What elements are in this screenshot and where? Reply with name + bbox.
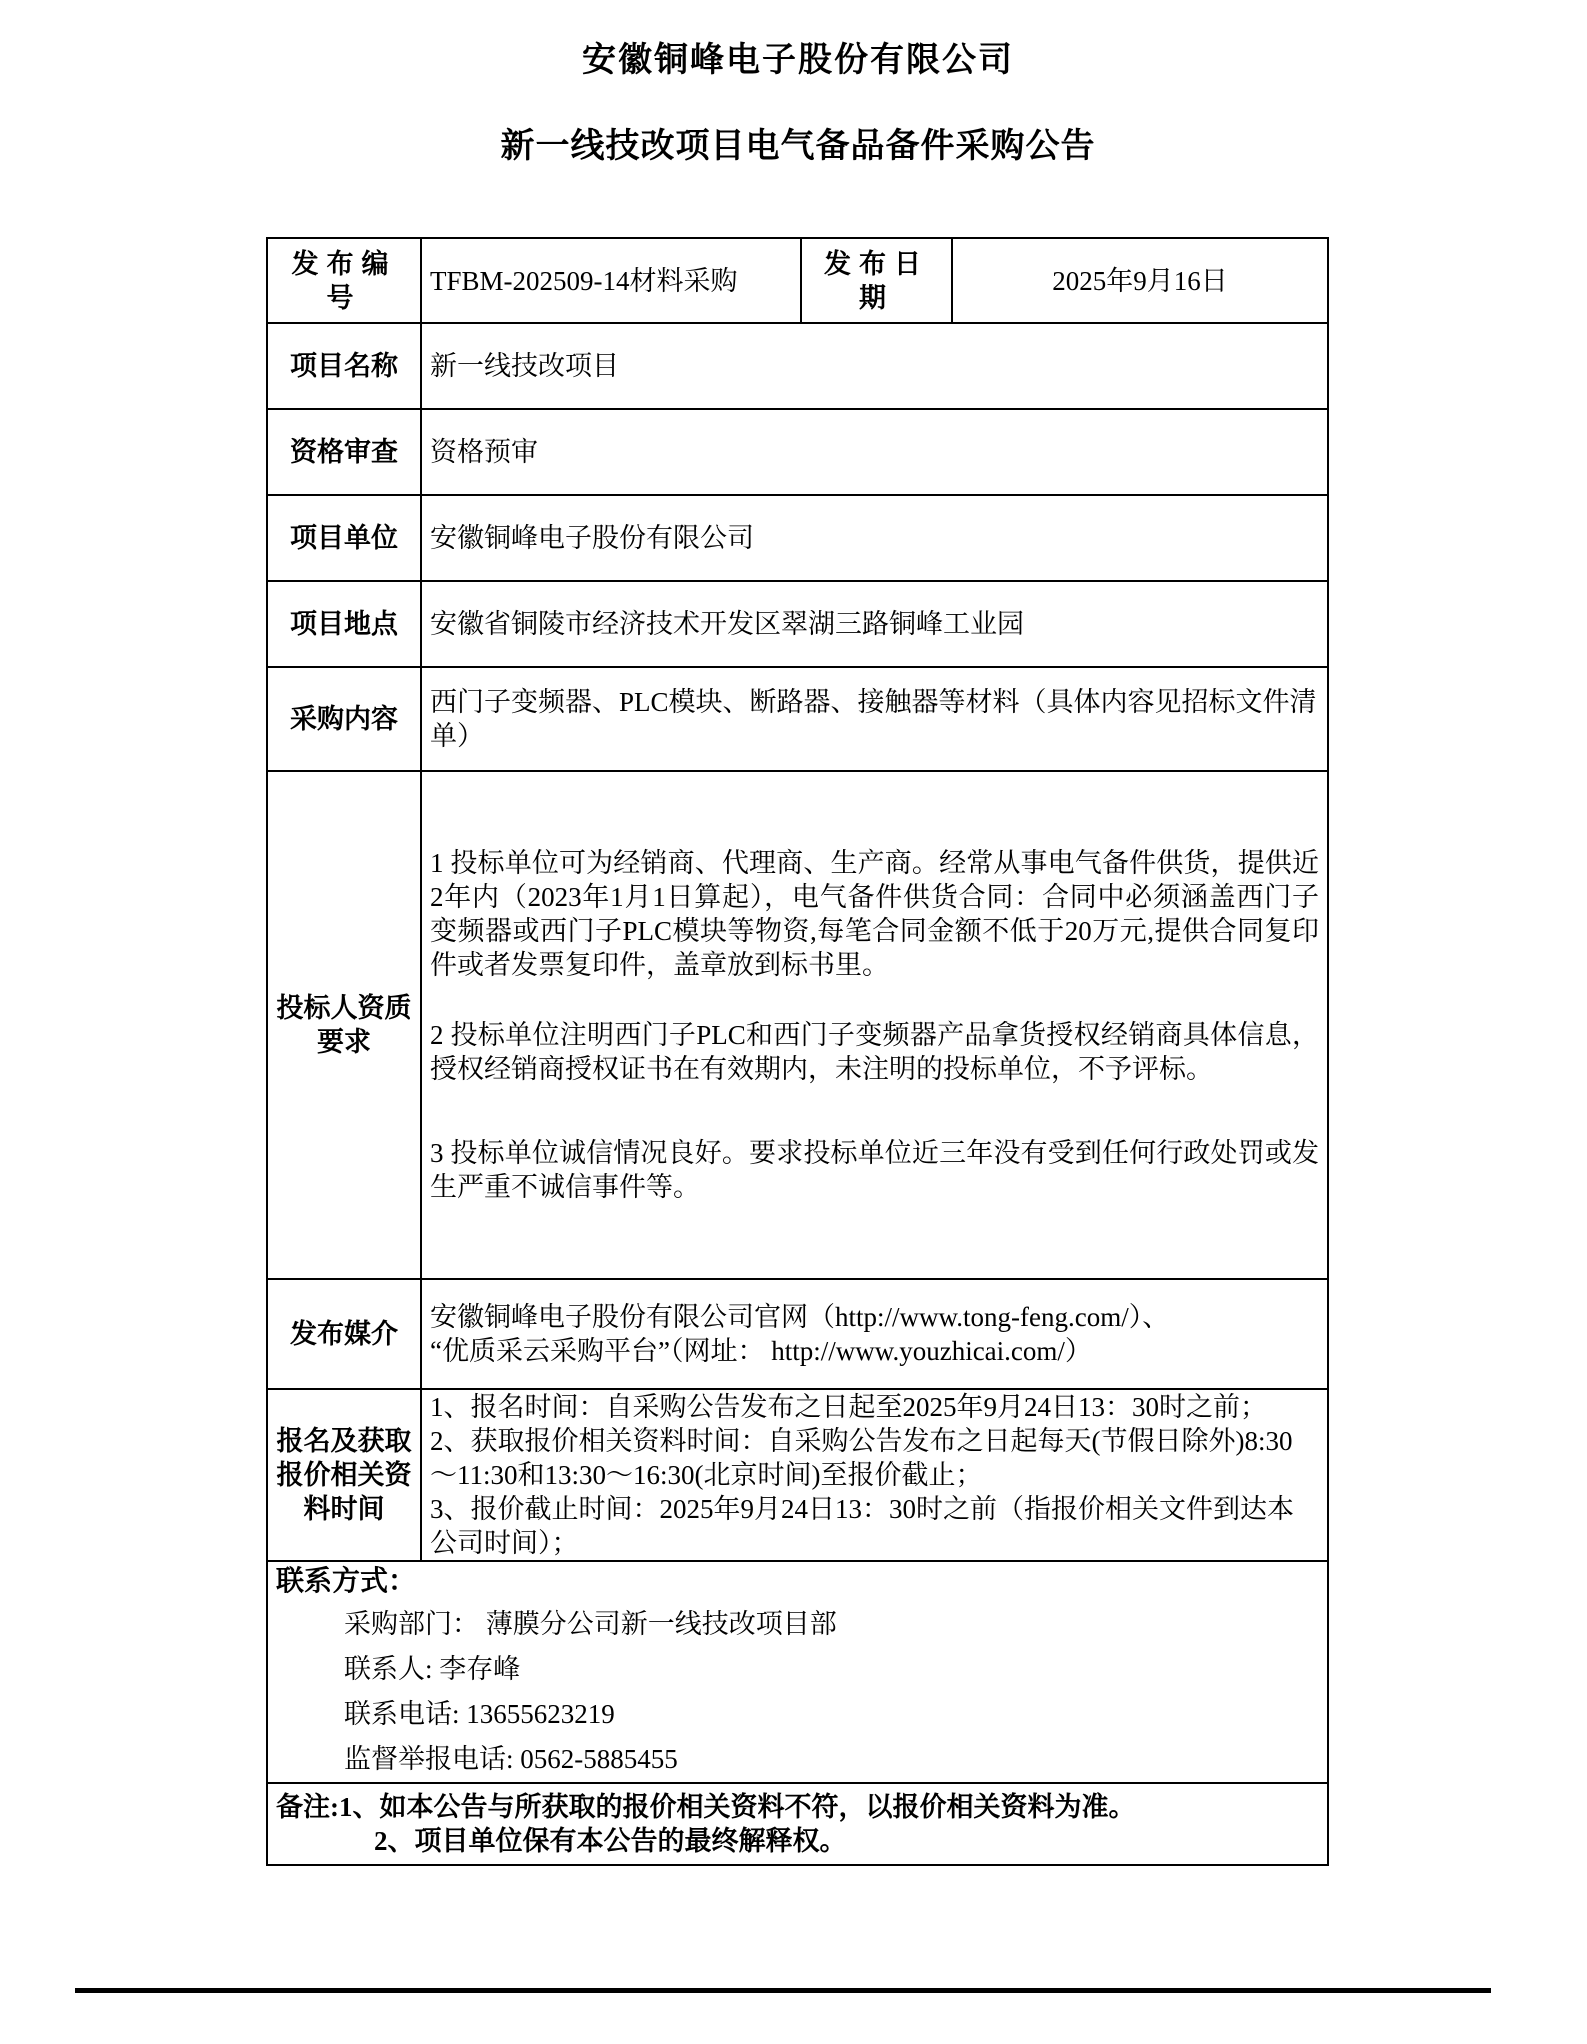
contact-person: 联系人: 李存峰 <box>344 1654 521 1684</box>
label-project-location: 项目地点 <box>267 581 421 667</box>
value-project-unit: 安徽铜峰电子股份有限公司 <box>421 495 1328 581</box>
row-remark <box>267 1783 1328 1865</box>
contact-cell <box>267 1561 1328 1783</box>
label-publish-date: 发布日期 <box>801 238 952 323</box>
remark-text-1: 1、如本公告与所获取的报价相关资料不符，以报价相关资料为准。 <box>339 1792 1136 1822</box>
row-project-unit <box>267 495 1328 581</box>
qualification-item-1: 1 投标单位可为经销商、代理商、生产商。经常从事电气备件供货，提供近2年内（2023年1月1日算起），电气备件供货合同：合同中必须涵盖西门子变频器或西门子PLC模块等物资,每笔合同金额不低于20万元,提供合同复印件或者发票复印件，盖章放到标书里。 <box>430 848 1319 980</box>
value-project-location: 安徽省铜陵市经济技术开发区翠湖三路铜峰工业园 <box>421 581 1328 667</box>
row-procurement-content <box>267 667 1328 771</box>
value-procurement-content: 西门子变频器、PLC模块、断路器、接触器等材料（具体内容见招标文件清单） <box>421 667 1328 771</box>
value-project-name: 新一线技改项目 <box>421 323 1328 409</box>
page-subtitle: 新一线技改项目电气备品备件采购公告 <box>500 127 1096 165</box>
label-project-unit: 项目单位 <box>267 495 421 581</box>
label-qualification-review: 资格审查 <box>267 409 421 495</box>
remark-line-1 <box>276 1790 1319 1824</box>
schedule-item-2: 2、获取报价相关资料时间：自采购公告发布之日起每天(节假日除外)8:30～11:30和13:30～16:30(北京时间)至报价截止； <box>430 1426 1293 1490</box>
contact-supervision-phone: 监督举报电话: 0562-5885455 <box>344 1744 678 1774</box>
row-publish-media <box>267 1279 1328 1389</box>
value-qualification-review: 资格预审 <box>421 409 1328 495</box>
row-schedule <box>267 1389 1328 1561</box>
label-bidder-qualification: 投标人资质要求 <box>267 771 421 1279</box>
row-project-location <box>267 581 1328 667</box>
value-publish-number: TFBM-202509-14材料采购 <box>421 238 801 323</box>
qualification-item-3: 3 投标单位诚信情况良好。要求投标单位近三年没有受到任何行政处罚或发生严重不诚信事件等。 <box>430 1138 1319 1202</box>
value-publish-date: 2025年9月16日 <box>952 238 1328 323</box>
schedule-item-1: 1、报名时间：自采购公告发布之日起至2025年9月24日13：30时之前； <box>430 1392 1267 1422</box>
schedule-item-3: 3、报价截止时间：2025年9月24日13：30时之前（指报价相关文件到达本公司时间）； <box>430 1494 1294 1558</box>
contact-department: 采购部门： 薄膜分公司新一线技改项目部 <box>344 1609 837 1639</box>
row-qualification-review <box>267 409 1328 495</box>
media-line-1: 安徽铜峰电子股份有限公司官网（http://www.tong-feng.com/）、 <box>430 1302 1170 1332</box>
label-project-name: 项目名称 <box>267 323 421 409</box>
remark-line-2: 2、项目单位保有本公告的最终解释权。 <box>374 1826 847 1856</box>
label-publish-media: 发布媒介 <box>267 1279 421 1389</box>
label-procurement-content: 采购内容 <box>267 667 421 771</box>
remark-cell <box>267 1783 1328 1865</box>
remark-label: 备注: <box>276 1792 339 1822</box>
row-contact <box>267 1561 1328 1783</box>
notice-table <box>266 237 1329 1866</box>
contact-heading: 联系方式： <box>276 1566 417 1597</box>
footer-divider <box>75 1988 1491 1993</box>
value-bidder-qualification <box>421 771 1328 1279</box>
row-publish <box>267 238 1328 323</box>
label-schedule: 报名及获取报价相关资料时间 <box>267 1389 421 1561</box>
qualification-item-2: 2 投标单位注明西门子PLC和西门子变频器产品拿货授权经销商具体信息，授权经销商授权证书在有效期内，未注明的投标单位，不予评标。 <box>430 1020 1319 1084</box>
value-publish-media <box>421 1279 1328 1389</box>
page-title: 安徽铜峰电子股份有限公司 <box>582 41 1014 79</box>
row-bidder-qualification <box>267 771 1328 1279</box>
contact-phone: 联系电话: 13655623219 <box>344 1699 615 1729</box>
value-schedule <box>421 1389 1328 1561</box>
media-line-2: “优质采云采购平台”（网址： http://www.youzhicai.com/） <box>430 1336 1092 1366</box>
row-project-name <box>267 323 1328 409</box>
label-publish-number: 发布编号 <box>267 238 421 323</box>
